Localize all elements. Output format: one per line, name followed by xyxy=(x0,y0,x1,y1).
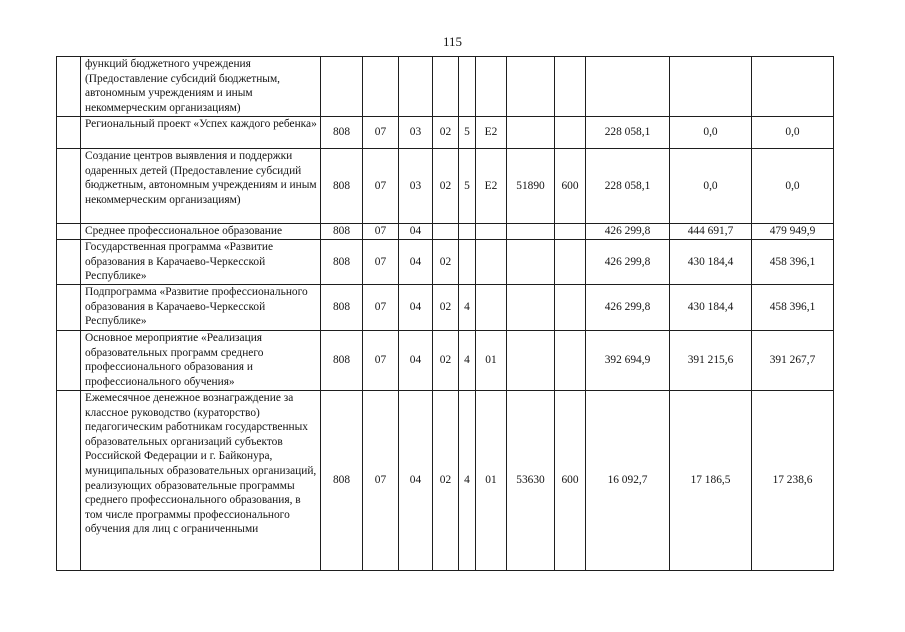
cell-year-1: 228 058,1 xyxy=(586,117,670,149)
cell-program xyxy=(433,57,459,117)
cell-program: 02 xyxy=(433,149,459,224)
cell-subsection: 04 xyxy=(399,331,433,391)
cell-year-1: 426 299,8 xyxy=(586,285,670,331)
cell-section: 07 xyxy=(363,391,399,571)
cell-section: 07 xyxy=(363,240,399,285)
cell-ved: 808 xyxy=(321,149,363,224)
cell-program: 02 xyxy=(433,240,459,285)
cell-year-1 xyxy=(586,57,670,117)
cell-direction xyxy=(507,57,555,117)
cell-event: E2 xyxy=(476,117,507,149)
row-name: Государственная программа «Развитие образования в Карачаево-Черкесской Республике» xyxy=(81,240,321,285)
cell-direction xyxy=(507,224,555,240)
cell-ved: 808 xyxy=(321,224,363,240)
cell-event xyxy=(476,224,507,240)
cell-subprogram: 4 xyxy=(459,285,476,331)
table-row xyxy=(57,331,834,391)
cell-subsection: 04 xyxy=(399,285,433,331)
row-name: Создание центров выявления и поддержки одаренных детей (Предоставление субсидий бюджетным, автономным учреждениям и иным некоммерческим организациям) xyxy=(81,149,321,224)
table-row xyxy=(57,240,834,285)
table-row xyxy=(57,117,834,149)
row-name: Основное мероприятие «Реализация образовательных программ среднего профессионального образования и профессионального обучения» xyxy=(81,331,321,391)
cell-subprogram: 4 xyxy=(459,331,476,391)
cell-event: E2 xyxy=(476,149,507,224)
cell-year-2: 430 184,4 xyxy=(670,240,752,285)
cell-subsection xyxy=(399,57,433,117)
cell-section: 07 xyxy=(363,331,399,391)
cell-ved: 808 xyxy=(321,117,363,149)
cell-expense-type xyxy=(555,331,586,391)
cell-direction xyxy=(507,331,555,391)
cell-subsection: 04 xyxy=(399,391,433,571)
cell-section: 07 xyxy=(363,224,399,240)
cell-year-3 xyxy=(752,57,834,117)
cell-year-2: 0,0 xyxy=(670,149,752,224)
cell-direction xyxy=(507,240,555,285)
cell-year-3: 458 396,1 xyxy=(752,285,834,331)
cell-subprogram: 4 xyxy=(459,391,476,571)
cell-program: 02 xyxy=(433,117,459,149)
cell-subsection: 03 xyxy=(399,117,433,149)
row-name: функций бюджетного учреждения (Предоставление субсидий бюджетным, автономным учреждениям и иным некоммерческим организациям) xyxy=(81,57,321,117)
cell-expense-type xyxy=(555,240,586,285)
cell-ved: 808 xyxy=(321,240,363,285)
cell-year-2: 444 691,7 xyxy=(670,224,752,240)
cell-year-1: 426 299,8 xyxy=(586,240,670,285)
cell-year-1: 228 058,1 xyxy=(586,149,670,224)
budget-table xyxy=(56,56,834,571)
cell-event: 01 xyxy=(476,391,507,571)
row-marker-cell xyxy=(57,117,81,149)
cell-direction: 53630 xyxy=(507,391,555,571)
cell-year-3: 458 396,1 xyxy=(752,240,834,285)
table-row xyxy=(57,391,834,571)
cell-ved: 808 xyxy=(321,391,363,571)
cell-subsection: 03 xyxy=(399,149,433,224)
cell-year-2: 430 184,4 xyxy=(670,285,752,331)
cell-ved: 808 xyxy=(321,331,363,391)
cell-direction: 51890 xyxy=(507,149,555,224)
table-row xyxy=(57,224,834,240)
cell-year-2 xyxy=(670,57,752,117)
row-marker-cell xyxy=(57,224,81,240)
table-row xyxy=(57,149,834,224)
cell-section: 07 xyxy=(363,285,399,331)
cell-year-3: 0,0 xyxy=(752,117,834,149)
cell-subsection: 04 xyxy=(399,224,433,240)
cell-year-1: 426 299,8 xyxy=(586,224,670,240)
cell-direction xyxy=(507,117,555,149)
cell-year-1: 16 092,7 xyxy=(586,391,670,571)
table-row xyxy=(57,57,834,117)
cell-subsection: 04 xyxy=(399,240,433,285)
cell-expense-type: 600 xyxy=(555,391,586,571)
row-marker-cell xyxy=(57,149,81,224)
cell-expense-type xyxy=(555,117,586,149)
page-number: 115 xyxy=(442,34,463,49)
cell-expense-type: 600 xyxy=(555,149,586,224)
cell-year-1: 392 694,9 xyxy=(586,331,670,391)
cell-section: 07 xyxy=(363,149,399,224)
cell-subprogram: 5 xyxy=(459,149,476,224)
cell-ved: 808 xyxy=(321,285,363,331)
cell-section: 07 xyxy=(363,117,399,149)
cell-expense-type xyxy=(555,285,586,331)
row-name: Региональный проект «Успех каждого ребенка» xyxy=(81,117,321,149)
table-row xyxy=(57,285,834,331)
row-marker-cell xyxy=(57,285,81,331)
row-marker-cell xyxy=(57,331,81,391)
cell-year-2: 17 186,5 xyxy=(670,391,752,571)
cell-year-2: 391 215,6 xyxy=(670,331,752,391)
cell-year-3: 479 949,9 xyxy=(752,224,834,240)
cell-year-3: 17 238,6 xyxy=(752,391,834,571)
cell-ved xyxy=(321,57,363,117)
row-name: Подпрограмма «Развитие профессионального образования в Карачаево-Черкесской Республике» xyxy=(81,285,321,331)
cell-year-2: 0,0 xyxy=(670,117,752,149)
cell-subprogram xyxy=(459,240,476,285)
cell-expense-type xyxy=(555,57,586,117)
cell-event: 01 xyxy=(476,331,507,391)
cell-year-3: 0,0 xyxy=(752,149,834,224)
cell-event xyxy=(476,240,507,285)
cell-program xyxy=(433,224,459,240)
cell-subprogram xyxy=(459,57,476,117)
cell-program: 02 xyxy=(433,331,459,391)
cell-event xyxy=(476,285,507,331)
cell-program: 02 xyxy=(433,285,459,331)
cell-subprogram xyxy=(459,224,476,240)
cell-year-3: 391 267,7 xyxy=(752,331,834,391)
row-name: Среднее профессиональное образование xyxy=(81,224,321,240)
cell-event xyxy=(476,57,507,117)
cell-subprogram: 5 xyxy=(459,117,476,149)
cell-direction xyxy=(507,285,555,331)
row-marker-cell xyxy=(57,240,81,285)
cell-section xyxy=(363,57,399,117)
row-marker-cell xyxy=(57,391,81,571)
cell-program: 02 xyxy=(433,391,459,571)
row-name: Ежемесячное денежное вознаграждение за классное руководство (кураторство) педагогическим работникам государственных образовательных организаций субъектов Российской Федерации и г. Байконура, муниципальных образовательных организаций, реализующих образовательные программы среднего профессионального образования, в том числе программы профессионального обучения для лиц с ограниченными xyxy=(81,391,321,571)
row-marker-cell xyxy=(57,57,81,117)
cell-expense-type xyxy=(555,224,586,240)
